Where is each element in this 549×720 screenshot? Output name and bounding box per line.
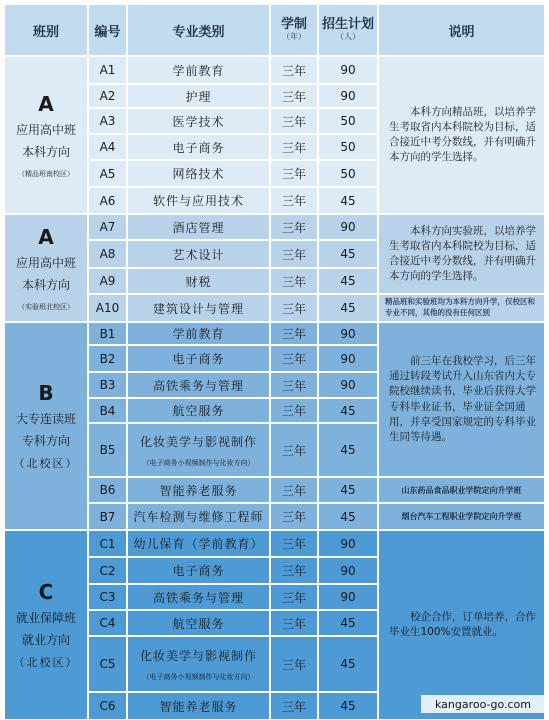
enrollment-plan: 90 [340, 326, 356, 341]
study-years: 三年 [281, 274, 306, 289]
plan-cell [318, 372, 378, 398]
class-cell-b-2 [4, 322, 88, 530]
years-cell [270, 134, 318, 160]
major-code: C3 [99, 590, 116, 604]
major-cell [127, 372, 270, 398]
study-years: 三年 [281, 657, 306, 672]
major-name: 学前教育 [172, 63, 225, 78]
code-cell [88, 477, 127, 503]
major-name: 艺术设计 [172, 247, 225, 262]
major-name: 酒店管理 [172, 220, 225, 235]
major-cell [127, 322, 270, 345]
header-note [378, 4, 545, 56]
class-letter: A [38, 91, 54, 116]
major-code: C2 [99, 563, 116, 578]
header-years-label: 学制 [280, 16, 307, 32]
note-cell [378, 56, 545, 214]
class-campus: （北校区） [13, 656, 79, 670]
plan-cell [318, 584, 378, 610]
enrollment-plan: 90 [340, 220, 356, 234]
years-cell [270, 294, 318, 322]
major-code: A3 [99, 114, 116, 128]
enrollment-plan: 45 [340, 509, 356, 524]
note-text: 精品班和实验班均为本科方向升学，仅校区和专业不同，其他的没有任何区别 [385, 297, 535, 317]
major-cell [127, 345, 270, 372]
note-cell [378, 530, 545, 720]
plan-cell [318, 160, 378, 187]
study-years: 三年 [281, 301, 306, 316]
plan-cell [318, 134, 378, 160]
enrollment-plan: 90 [340, 351, 356, 366]
note-text: 校企合作，订单培养，合作毕业生100%安置就业。 [389, 610, 536, 638]
major-name: 网络技术 [172, 167, 225, 181]
enrollment-plan: 45 [340, 247, 356, 261]
enrollment-plan: 90 [340, 89, 356, 103]
major-name: 航空服务 [172, 404, 225, 418]
major-cell [127, 477, 270, 503]
major-code: A9 [99, 274, 116, 288]
study-years: 三年 [281, 404, 306, 418]
code-cell [88, 187, 127, 214]
header-years [270, 4, 318, 56]
study-years: 三年 [281, 564, 306, 578]
class-name: 应用高中班 [15, 255, 76, 270]
major-code: B3 [99, 378, 116, 392]
enrollment-plan: 90 [340, 536, 356, 551]
plan-cell [318, 636, 378, 692]
major-name: 航空服务 [172, 616, 225, 631]
code-cell [88, 134, 127, 160]
enrollment-plan: 45 [340, 193, 356, 208]
class-campus: （精品班南校区） [18, 169, 74, 178]
study-years: 三年 [281, 63, 306, 78]
major-code: B2 [99, 351, 116, 366]
enrollment-plan: 45 [340, 616, 356, 630]
plan-cell [318, 187, 378, 214]
note-cell [378, 477, 545, 503]
major-code: C6 [99, 699, 116, 713]
study-years: 三年 [281, 352, 306, 366]
years-cell [270, 423, 318, 477]
class-letter: B [38, 380, 54, 405]
enrollment-plan: 45 [340, 699, 356, 713]
code-cell [88, 610, 127, 636]
plan-cell [318, 398, 378, 423]
years-cell [270, 56, 318, 84]
major-code: B5 [99, 443, 116, 457]
note-text: 本科方向实验班，以培养学生考取省内本科院校为目标，适合接近中考分数线，并有明确升本方向的学生选择。 [389, 224, 536, 283]
plan-cell [318, 84, 378, 108]
class-name: 就业保障班 [15, 610, 76, 625]
enrollment-plan: 90 [340, 590, 356, 604]
enrollment-plan: 90 [340, 563, 356, 578]
major-cell [127, 584, 270, 610]
study-years: 三年 [281, 167, 306, 181]
class-name: 应用高中班 [15, 122, 76, 137]
enrollment-plan: 45 [340, 443, 356, 457]
enrollment-plan: 90 [340, 63, 356, 77]
major-cell [127, 294, 270, 322]
note-text: 山东药品食品职业学院定向升学班 [401, 485, 522, 495]
major-name: 高铁乘务与管理 [152, 378, 244, 393]
study-years: 三年 [281, 378, 306, 393]
note-text: 前三年在我校学习，后三年通过转段考试升入山东省内大专院校继续读书，毕业后获得大学专科毕业证书，毕业证全国通用，并享受国家规定的专科毕业生同等待遇。 [389, 354, 536, 443]
plan-cell [318, 423, 378, 477]
class-letter: A [38, 224, 54, 249]
header-plan-label: 招生计划 [321, 16, 374, 32]
enrollment-plan: 45 [340, 301, 356, 315]
plan-cell [318, 240, 378, 268]
study-years: 三年 [281, 443, 306, 458]
study-years: 三年 [281, 483, 306, 498]
note-cell [378, 322, 545, 477]
study-years: 三年 [281, 140, 306, 155]
years-cell [270, 477, 318, 503]
plan-cell [318, 345, 378, 372]
class-direction: 本科方向 [21, 277, 70, 292]
header-plan-unit: （人） [335, 32, 360, 42]
major-code: A1 [99, 63, 116, 77]
enrollment-plan: 50 [340, 140, 356, 154]
years-cell [270, 584, 318, 610]
major-code: A4 [99, 140, 116, 154]
plan-cell [318, 322, 378, 345]
code-cell [88, 108, 127, 134]
major-code: A8 [99, 247, 116, 261]
years-cell [270, 322, 318, 345]
major-code: C4 [99, 616, 116, 630]
years-cell [270, 160, 318, 187]
years-cell [270, 398, 318, 423]
major-cell [127, 423, 270, 477]
major-name: 化妆美学与影视制作 [139, 648, 257, 663]
major-name: 电子商务 [172, 140, 225, 155]
major-code: C5 [99, 657, 116, 671]
major-cell [127, 134, 270, 160]
header-major-label: 专业类别 [172, 24, 225, 40]
code-cell [88, 692, 127, 720]
major-name: 建筑设计与管理 [152, 301, 244, 316]
major-code: B6 [99, 483, 116, 497]
major-name: 医学技术 [172, 114, 225, 129]
study-years: 三年 [281, 537, 306, 551]
study-years: 三年 [281, 510, 306, 524]
class-direction: 就业方向 [21, 633, 70, 648]
class-direction: 本科方向 [21, 144, 70, 159]
enrollment-plan: 50 [340, 114, 356, 128]
major-cell [127, 530, 270, 557]
major-cell [127, 214, 270, 240]
enrollment-plan: 45 [340, 657, 356, 671]
major-cell [127, 503, 270, 530]
note-text: 烟台汽车工程职业学院定向升学班 [401, 512, 522, 521]
code-cell [88, 372, 127, 398]
plan-cell [318, 530, 378, 557]
header-note-label: 说明 [448, 24, 475, 40]
study-years: 三年 [281, 327, 306, 341]
years-cell [270, 84, 318, 108]
plan-cell [318, 56, 378, 84]
code-cell [88, 214, 127, 240]
major-cell [127, 56, 270, 84]
major-name: 学前教育 [172, 327, 225, 341]
major-cell [127, 610, 270, 636]
header-years-unit: （年） [281, 32, 306, 42]
enrollment-plan: 50 [340, 166, 356, 181]
major-code: A6 [99, 193, 116, 208]
major-cell [127, 268, 270, 294]
major-cell [127, 187, 270, 214]
enrollment-plan: 45 [340, 274, 356, 288]
plan-cell [318, 692, 378, 720]
class-name: 大专连读班 [15, 411, 76, 426]
major-cell [127, 240, 270, 268]
watermark: kangaroo-go.com [421, 695, 545, 713]
major-cell [127, 108, 270, 134]
class-campus: （实验班北校区） [18, 302, 74, 311]
code-cell [88, 322, 127, 345]
major-cell [127, 160, 270, 187]
major-name: 电子商务 [172, 564, 225, 578]
major-name: 智能养老服务 [159, 699, 238, 714]
study-years: 三年 [281, 699, 306, 714]
enrollment-plan: 90 [340, 378, 356, 392]
header-major [127, 4, 270, 56]
enrollment-plan: 45 [340, 483, 356, 497]
years-cell [270, 240, 318, 268]
code-cell [88, 398, 127, 423]
code-cell [88, 636, 127, 692]
note-cell [378, 503, 545, 530]
major-name: 电子商务 [172, 352, 225, 366]
major-cell [127, 557, 270, 584]
plan-cell [318, 610, 378, 636]
class-direction: 专科方向 [21, 434, 70, 449]
major-cell [127, 636, 270, 692]
years-cell [270, 692, 318, 720]
plan-cell [318, 108, 378, 134]
major-name: 高铁乘务与管理 [152, 590, 244, 605]
study-years: 三年 [281, 194, 306, 208]
major-cell [127, 398, 270, 423]
major-note: （电子商务小视频制作与化妆方向） [142, 458, 255, 467]
class-campus: （北校区） [13, 457, 79, 471]
enrollment-plan: 45 [340, 403, 356, 418]
major-note: （电子商务小视频制作与化妆方向） [142, 672, 255, 681]
code-cell [88, 294, 127, 322]
header-plan [318, 4, 378, 56]
study-years: 三年 [281, 114, 306, 129]
major-cell [127, 692, 270, 720]
code-cell [88, 503, 127, 530]
years-cell [270, 503, 318, 530]
major-code: A10 [95, 301, 120, 315]
major-code: A2 [99, 89, 116, 103]
code-cell [88, 268, 127, 294]
major-code: A7 [99, 220, 116, 234]
years-cell [270, 636, 318, 692]
study-years: 三年 [281, 89, 306, 104]
header-code [88, 4, 127, 56]
major-name: 化妆美学与影视制作 [139, 434, 257, 449]
code-cell [88, 584, 127, 610]
code-cell [88, 345, 127, 372]
code-cell [88, 56, 127, 84]
years-cell [270, 372, 318, 398]
major-code: B7 [99, 509, 116, 524]
code-cell [88, 557, 127, 584]
note-cell [378, 294, 545, 322]
major-name: 智能养老服务 [159, 483, 238, 498]
major-code: B1 [99, 326, 116, 341]
plan-cell [318, 294, 378, 322]
code-cell [88, 160, 127, 187]
plan-cell [318, 477, 378, 503]
study-years: 三年 [281, 220, 306, 235]
major-cell [127, 84, 270, 108]
major-code: A5 [99, 166, 116, 181]
study-years: 三年 [281, 247, 306, 262]
class-letter: C [38, 579, 54, 604]
plan-cell [318, 503, 378, 530]
study-years: 三年 [281, 616, 306, 631]
class-cell-a-1 [4, 214, 88, 322]
class-cell-a-0 [4, 56, 88, 214]
note-cell [378, 214, 545, 294]
study-years: 三年 [281, 590, 306, 605]
major-code: C1 [99, 536, 116, 551]
years-cell [270, 557, 318, 584]
major-name: 财税 [185, 274, 212, 289]
class-cell-c-3 [4, 530, 88, 720]
years-cell [270, 268, 318, 294]
major-code: B4 [99, 403, 116, 418]
years-cell [270, 108, 318, 134]
code-cell [88, 530, 127, 557]
plan-cell [318, 214, 378, 240]
header-code-label: 编号 [94, 24, 121, 40]
years-cell [270, 345, 318, 372]
code-cell [88, 240, 127, 268]
header-class-label: 班别 [32, 24, 59, 40]
years-cell [270, 214, 318, 240]
plan-cell [318, 268, 378, 294]
years-cell [270, 530, 318, 557]
major-name: 幼儿保育（学前教育） [133, 537, 264, 551]
plan-cell [318, 557, 378, 584]
code-cell [88, 423, 127, 477]
years-cell [270, 610, 318, 636]
major-name: 软件与应用技术 [152, 194, 244, 208]
header-class [4, 4, 88, 56]
code-cell [88, 84, 127, 108]
major-name: 护理 [185, 89, 212, 104]
major-name: 汽车检测与维修工程师 [133, 510, 264, 524]
years-cell [270, 187, 318, 214]
note-text: 本科方向精品班，以培养学生考取省内本科院校为目标，适合接近中考分数线，并有明确升本方向的学生选择。 [389, 105, 536, 164]
